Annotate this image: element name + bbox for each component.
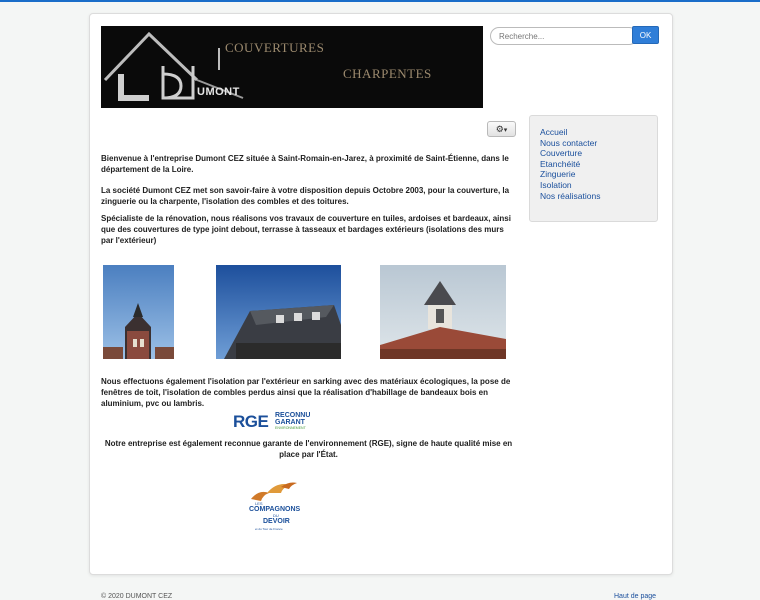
expertise-paragraph: La société Dumont CEZ met son savoir-faire à votre disposition depuis Octobre 2003, pour la couverture, la zinguerie ou la charpente, l'isolation des combles et des toitures.	[101, 186, 510, 206]
search-input[interactable]	[490, 27, 638, 45]
photo-slate-roof	[216, 265, 341, 359]
compagnons-line-1: LES	[255, 501, 263, 506]
birds-icon	[245, 481, 305, 501]
site-logo-banner[interactable]	[101, 26, 483, 108]
banner-tagline-couvertures: COUVERTURES	[225, 40, 325, 55]
menu-item-zinguerie[interactable]: Zinguerie	[540, 169, 576, 180]
banner-tagline-charpentes: CHARPENTES	[343, 66, 432, 81]
top-accent-bar	[0, 0, 760, 2]
brand-wordmark: UMONT	[197, 86, 240, 98]
rge-logo	[233, 411, 309, 433]
rge-paragraph: Notre entreprise est également reconnue garante de l'environnement (RGE), signe de haute qualité mise en place par l'État.	[104, 439, 513, 459]
menu-item-etancheite[interactable]: Etanchéité	[540, 158, 581, 169]
chevron-down-icon: ▾	[503, 127, 508, 134]
compagnons-line-3: DU	[273, 513, 279, 518]
rge-mark: RGE	[233, 412, 269, 431]
sidebar-menu	[529, 115, 658, 222]
compagnons-du-devoir-logo	[245, 481, 305, 533]
compagnons-line-2: COMPAGNONS	[249, 506, 301, 513]
compagnons-line-5: et du Tour de France	[255, 527, 283, 531]
back-to-top-link[interactable]: Haut de page	[614, 593, 657, 600]
renovation-paragraph: Spécialiste de la rénovation, nous réalisons vos travaux de couverture en tuiles, ardoises et bardeaux, ainsi que des couvertures de type joint debout, terrasse à tasseaux et bardages extérieurs (isolations des murs par l'extérieur)	[101, 214, 511, 245]
footer-copyright: © 2020 DUMONT CEZ	[101, 593, 173, 600]
menu-item-accueil[interactable]: Accueil	[540, 127, 568, 137]
menu-item-nos-realisations[interactable]: Nos réalisations	[540, 190, 601, 201]
tools-dropdown-button[interactable]	[487, 121, 516, 137]
rge-line-3: ENVIRONNEMENT	[275, 426, 306, 430]
photo-bell-tower	[380, 265, 506, 359]
menu-item-isolation[interactable]: Isolation	[540, 179, 572, 190]
photo-chateau-roof	[103, 265, 174, 359]
gear-icon: ⚙	[495, 124, 504, 134]
search-submit-button[interactable]: OK	[632, 26, 659, 44]
menu-item-couverture[interactable]: Couverture	[540, 148, 583, 159]
rge-line-2: GARANT	[275, 419, 305, 426]
compagnons-line-4: DEVOIR	[263, 518, 290, 525]
insulation-paragraph: Nous effectuons également l'isolation par l'extérieur en sarking avec des matériaux écologiques, la pose de fenêtres de toit, l'isolation de combles perdus ainsi que la réalisation d'habillage de bandeaux bois en aluminium, pvc ou lambris.	[101, 377, 511, 408]
intro-paragraph: Bienvenue à l'entreprise Dumont CEZ située à Saint-Romain-en-Jarez, à proximité de Saint-Étienne, dans le département de la Loire.	[101, 154, 509, 174]
menu-item-nous-contacter[interactable]: Nous contacter	[540, 137, 598, 148]
rge-line-1: RECONNU	[275, 412, 311, 419]
